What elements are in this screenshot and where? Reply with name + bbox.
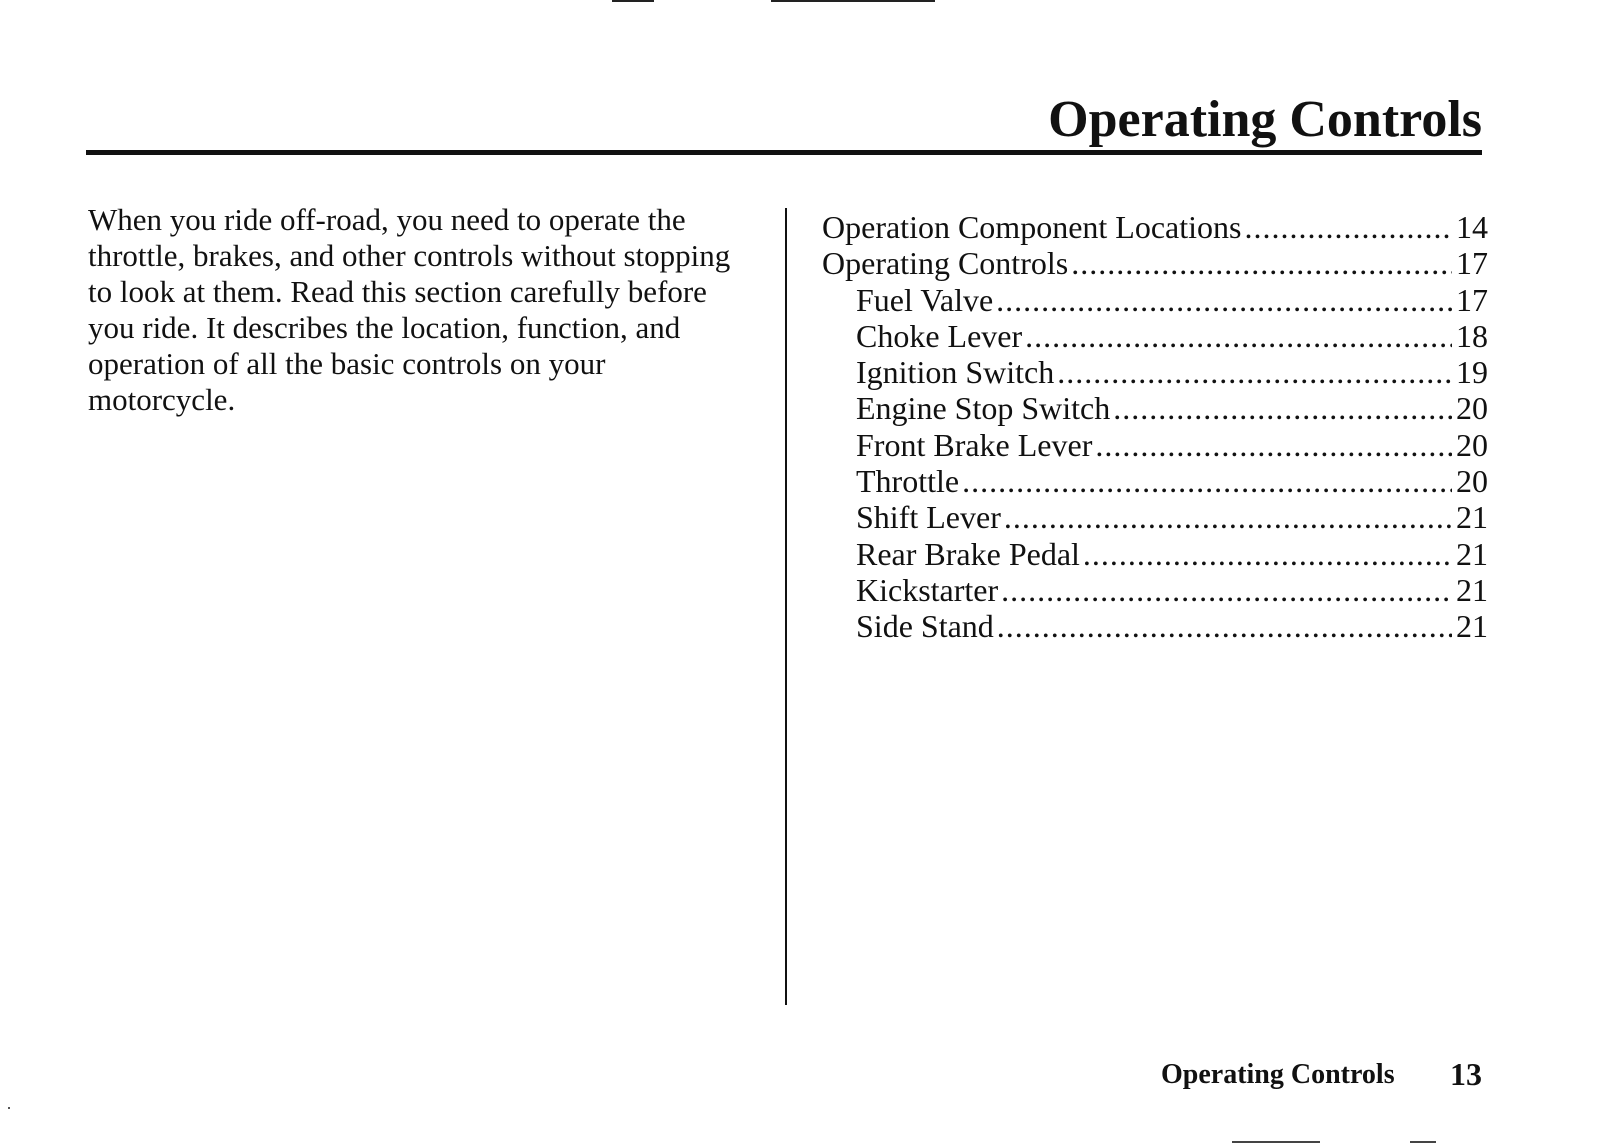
- toc-entry-page: 21: [1456, 608, 1488, 645]
- toc-leader-dots: [1001, 572, 1452, 608]
- toc-entry-label: Fuel Valve: [856, 281, 994, 318]
- page-number: 13: [1450, 1056, 1482, 1092]
- toc-entry[interactable]: [822, 282, 1488, 318]
- toc-entry[interactable]: [822, 318, 1488, 354]
- toc-entry-label: Rear Brake Pedal: [856, 535, 1080, 572]
- toc-leader-dots: [962, 463, 1452, 499]
- toc-leader-dots: [1071, 245, 1452, 281]
- scan-mark: [1410, 1141, 1436, 1143]
- toc-entry-page: 17: [1456, 281, 1488, 318]
- scan-mark: [771, 0, 935, 2]
- toc-entry[interactable]: [822, 245, 1488, 281]
- page-title: Operating Controls: [1048, 91, 1482, 148]
- toc-entry-label: Choke Lever: [856, 317, 1023, 354]
- toc-entry-label: Ignition Switch: [856, 354, 1055, 391]
- toc-leader-dots: [1025, 318, 1452, 354]
- toc-entry[interactable]: [822, 536, 1488, 572]
- toc-entry[interactable]: [822, 499, 1488, 535]
- toc-entry-page: 20: [1456, 390, 1488, 427]
- toc-entry-label: Operating Controls: [822, 245, 1069, 282]
- toc-entry-page: 20: [1456, 426, 1488, 463]
- toc-entry-page: 18: [1456, 317, 1488, 354]
- toc-entry-label: Throttle: [856, 463, 960, 500]
- toc-entry-label: Kickstarter: [856, 571, 999, 608]
- toc-leader-dots: [1244, 209, 1452, 245]
- toc-entry[interactable]: [822, 572, 1488, 608]
- toc-entry-page: 19: [1456, 354, 1488, 391]
- toc-entry-page: 21: [1456, 571, 1488, 608]
- scan-speck: [8, 1107, 10, 1109]
- toc-entry[interactable]: [822, 209, 1488, 245]
- toc-entry-label: Side Stand: [856, 608, 994, 645]
- toc-entry-page: 17: [1456, 245, 1488, 282]
- toc-entry-label: Front Brake Lever: [856, 426, 1093, 463]
- toc-entry-label: Shift Lever: [856, 499, 1001, 536]
- toc-entry[interactable]: [822, 463, 1488, 499]
- toc-entry-page: 14: [1456, 209, 1488, 245]
- toc-entry-page: 21: [1456, 535, 1488, 572]
- intro-paragraph: When you ride off-road, you need to operate the throttle, brakes, and other controls without stopping to look at them. Read this section carefully before you ride. It describes the location, function, and operation of all the basic controls on your motorcycle.: [88, 202, 731, 417]
- toc-entry-label: Engine Stop Switch: [856, 390, 1111, 427]
- title-rule: [86, 150, 1482, 155]
- toc-leader-dots: [1057, 354, 1452, 390]
- toc-entry[interactable]: [822, 608, 1488, 644]
- toc-leader-dots: [996, 282, 1452, 318]
- toc-leader-dots: [1004, 499, 1452, 535]
- toc-leader-dots: [1095, 427, 1452, 463]
- toc-entry[interactable]: [822, 354, 1488, 390]
- toc-leader-dots: [1113, 390, 1452, 426]
- scan-mark: [1232, 1141, 1320, 1143]
- footer-section-title: Operating Controls: [1161, 1059, 1395, 1090]
- table-of-contents: [822, 209, 1488, 645]
- toc-leader-dots: [997, 608, 1452, 644]
- toc-entry-label: Operation Component Locations: [822, 209, 1242, 245]
- toc-entry-page: 21: [1456, 499, 1488, 536]
- toc-entry[interactable]: [822, 427, 1488, 463]
- toc-entry-page: 20: [1456, 463, 1488, 500]
- scan-mark: [612, 0, 654, 2]
- column-divider: [785, 208, 787, 1005]
- toc-leader-dots: [1083, 536, 1452, 572]
- toc-entry[interactable]: [822, 390, 1488, 426]
